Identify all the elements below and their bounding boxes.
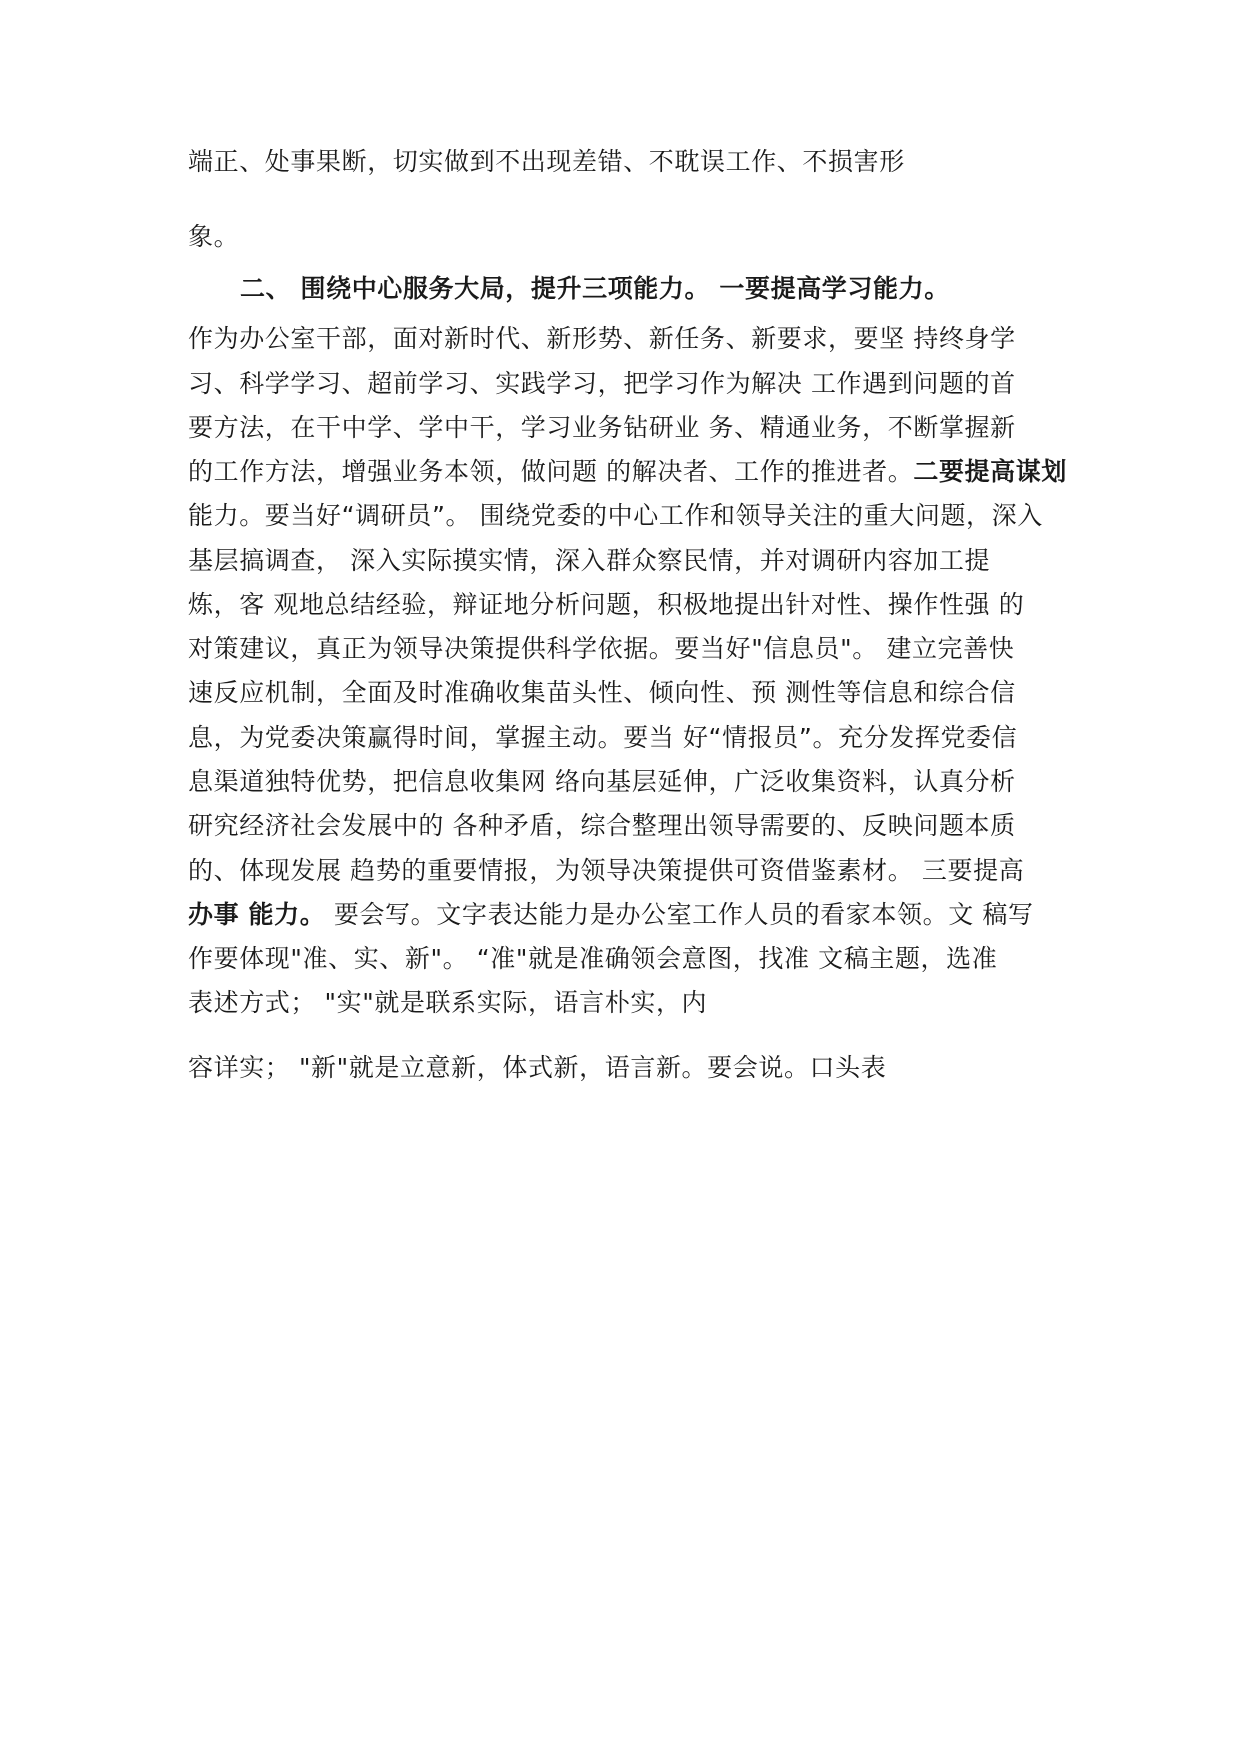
body-line-17: 容详实； "新"就是立意新，体式新，语言新。要会说。口头表	[188, 1053, 887, 1082]
continuation-line-2: 象。	[188, 222, 240, 251]
body-line-15: 作要体现"准、实、新"。 “准"就是准确领会意图，找准 文稿主题，选准	[188, 944, 998, 973]
body-line-5: 能力。要当好“调研员”。 围绕党委的中心工作和领导关注的重大问题，深入	[188, 501, 1043, 530]
body-line-13: 的、体现发展 趋势的重要情报，为领导决策提供可资借鉴素材。 三要提高	[188, 856, 1025, 885]
body-line-12: 研究经济社会发展中的 各种矛盾，综合整理出领导需要的、反映问题本质	[188, 811, 1016, 840]
body-line-6: 基层搞调查， 深入实际摸实情，深入群众察民情，并对调研内容加工提	[188, 546, 991, 575]
body-line-2: 习、科学学习、超前学习、实践学习，把学习作为解决 工作遇到问题的首	[188, 369, 1016, 398]
continuation-line-1: 端正、处事果断，切实做到不出现差错、不耽误工作、不损害形	[188, 147, 905, 176]
section-heading: 二、 围绕中心服务大局，提升三项能力。 一要提高学习能力。	[240, 274, 950, 303]
body-line-4	[188, 456, 1067, 488]
body-line-9: 速反应机制，全面及时准确收集苗头性、倾向性、预 测性等信息和综合信	[188, 678, 1016, 707]
body-line-14	[188, 899, 1034, 931]
body-line-4-text: 的工作方法，增强业务本领，做问题 的解决者、工作的推进者。	[188, 457, 914, 486]
body-line-3: 要方法，在干中学、学中干，学习业务钻研业 务、精通业务，不断掌握新	[188, 413, 1016, 442]
bold-phrase-planning: 二要提高谋划	[913, 457, 1067, 486]
bold-phrase-handling: 办事 能力。	[188, 900, 326, 929]
body-line-7: 炼，客 观地总结经验，辩证地分析问题，积极地提出针对性、操作性强 的	[188, 590, 1025, 619]
body-line-10: 息，为党委决策赢得时间，掌握主动。要当 好“情报员”。充分发挥党委信	[188, 723, 1018, 752]
body-line-14-text: 要会写。文字表达能力是办公室工作人员的看家本领。文 稿写	[325, 900, 1034, 929]
body-line-11: 息渠道独特优势，把信息收集网 络向基层延伸，广泛收集资料，认真分析	[188, 767, 1016, 796]
body-line-16: 表述方式； "实"就是联系实际，语言朴实，内	[188, 988, 708, 1017]
body-line-1: 作为办公室干部，面对新时代、新形势、新任务、新要求，要坚 持终身学	[188, 324, 1016, 353]
body-line-8: 对策建议，真正为领导决策提供科学依据。要当好"信息员"。 建立完善快	[188, 634, 1015, 663]
